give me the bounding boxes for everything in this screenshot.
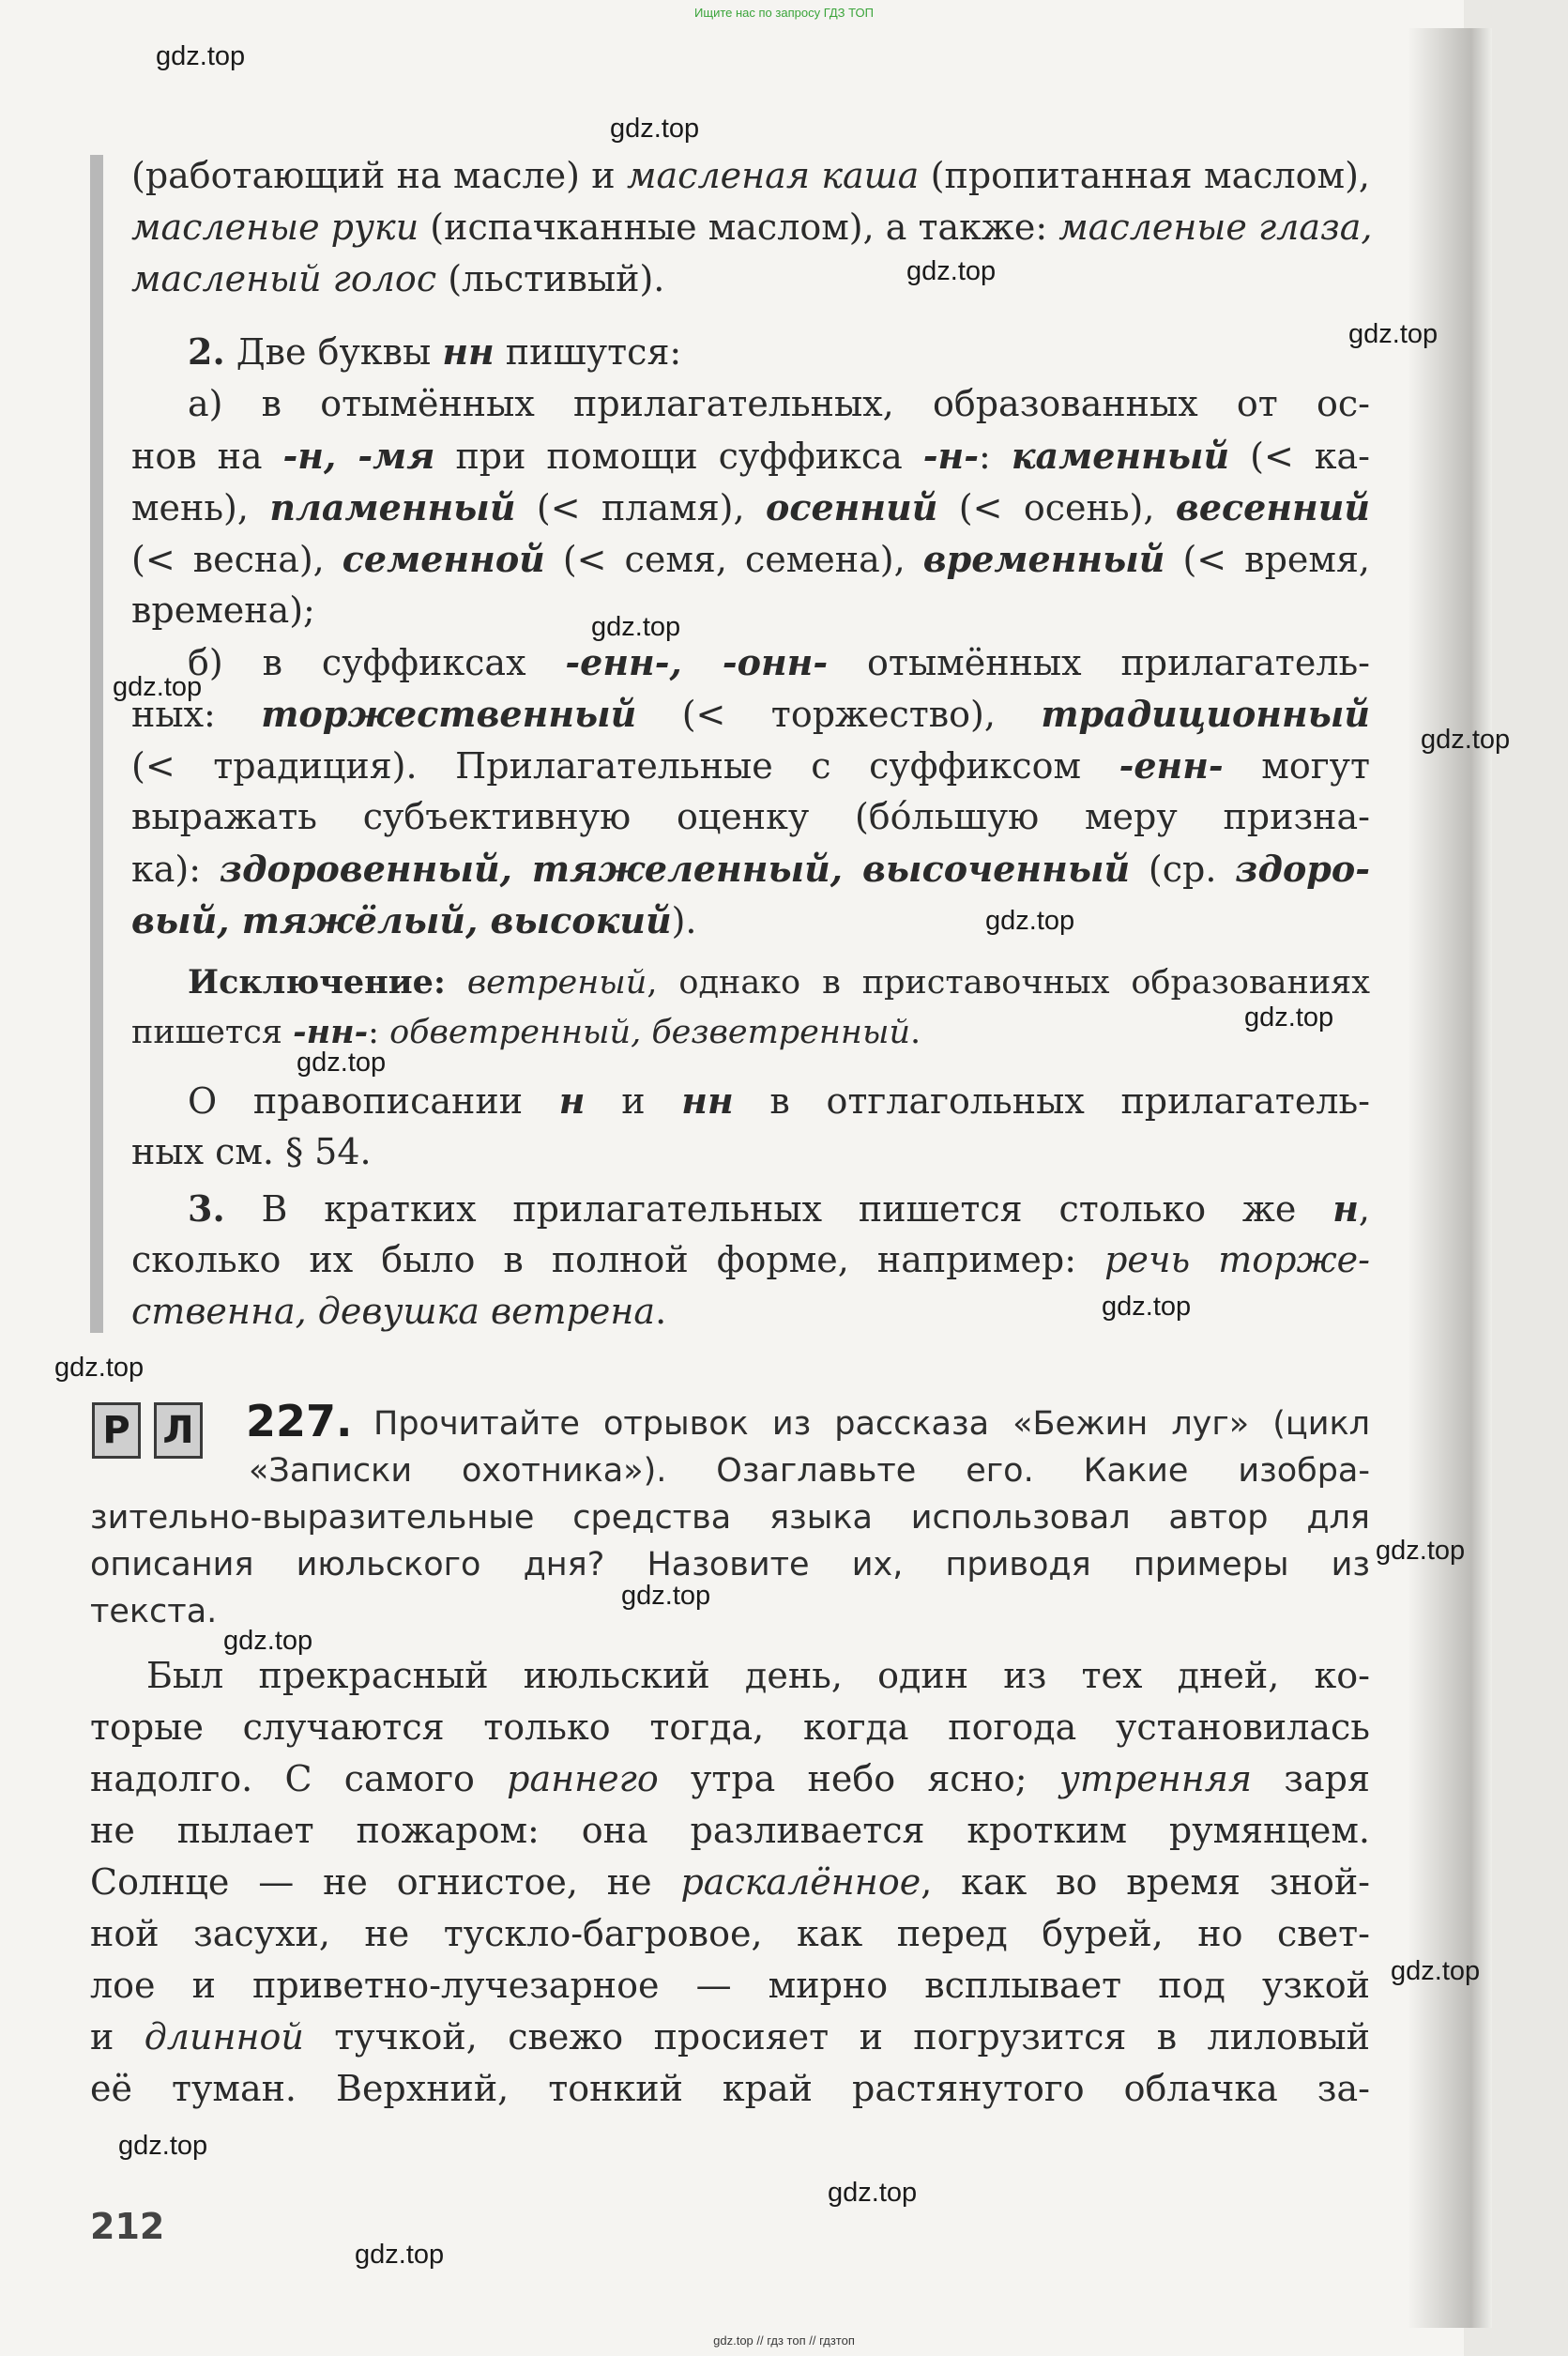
- watermark: gdz.top: [297, 1048, 387, 1078]
- watermark: gdz.top: [1102, 1292, 1192, 1322]
- rule-line: вый, тяжёлый, высокий).: [131, 899, 697, 941]
- rule-line: выражать субъективную оценку (бóльшую меру призна-: [131, 796, 1370, 837]
- passage-line: и длинной тучкой, свежо просияет и погрузится в лиловый: [90, 2016, 1371, 2058]
- rule-line: сколько их было в полной форме, например: речь торже-: [131, 1239, 1371, 1280]
- watermark: gdz.top: [621, 1581, 711, 1611]
- exercise-task: зительно-выразительные средства языка использовал автор для: [90, 1499, 1370, 1537]
- rule-line: ных: торжественный (< торжество), традиционный: [131, 693, 1370, 735]
- passage-line: Солнце — не огнистое, не раскалённое, как во время зной-: [90, 1861, 1370, 1903]
- exception-note: Исключение: ветреный, однако в приставочных образованиях: [188, 963, 1370, 1002]
- badge-r: Р: [92, 1402, 141, 1459]
- watermark: gdz.top: [985, 906, 1075, 936]
- passage-line: не пылает пожаром: она разливается кротким румянцем.: [90, 1810, 1370, 1851]
- exercise-number: 227.: [246, 1396, 353, 1446]
- exercise-task: текста.: [90, 1593, 218, 1630]
- rule-line: (< традиция). Прилагательные с суффиксом -енн- могут: [131, 744, 1370, 787]
- passage-line: торые случаются только тогда, когда погода установилась: [90, 1706, 1370, 1748]
- rule-line: ка): здоровенный, тяжеленный, высоченный (ср. здоро-: [131, 848, 1370, 890]
- watermark: gdz.top: [223, 1626, 313, 1656]
- passage-line: надолго. С самого раннего утра небо ясно; утренняя заря: [90, 1758, 1370, 1799]
- passage-line: её туман. Верхний, тонкий край растянутого облачка за-: [90, 2068, 1370, 2109]
- watermark: gdz.top: [1376, 1536, 1466, 1566]
- badge-l: Л: [154, 1402, 203, 1459]
- watermark: gdz.top: [1421, 725, 1511, 755]
- rule-line: времена);: [131, 589, 315, 631]
- exercise-task: «Записки охотника»). Озаглавьте его. Какие изобра-: [249, 1452, 1370, 1490]
- watermark: gdz.top: [355, 2240, 445, 2270]
- rule-line: масленый голос (льстивый).: [131, 258, 665, 299]
- rule-line: масленые руки (испачканные маслом), а также: масленые глаза,: [131, 207, 1373, 248]
- watermark: gdz.top: [118, 2131, 208, 2161]
- rule-line: ственна, девушка ветрена.: [131, 1291, 667, 1332]
- rule-line: (работающий на масле) и масленая каша (пропитанная маслом),: [131, 155, 1370, 196]
- passage-line: ной засухи, не тускло-багровое, как перед бурей, но свет-: [90, 1913, 1370, 1954]
- exercise-task: описания июльского дня? Назовите их, приводя примеры из: [90, 1546, 1370, 1583]
- watermark: gdz.top: [1348, 319, 1439, 349]
- passage-line: Был прекрасный июльский день, один из тех дней, ко-: [146, 1655, 1370, 1696]
- rule-line: О правописании н и нн в отглагольных прилагатель-: [188, 1079, 1370, 1122]
- exercise-task: Прочитайте отрывок из рассказа «Бежин луг» (цикл: [373, 1405, 1370, 1443]
- rule-line: мень), пламенный (< пламя), осенний (< осень), весенний: [131, 486, 1370, 528]
- watermark: gdz.top: [156, 41, 246, 71]
- rule-point-2: 2. Две буквы нн пишутся:: [188, 330, 682, 373]
- rule-line: б) в суффиксах -енн-, -онн- отымённых прилагатель-: [188, 641, 1370, 683]
- watermark: gdz.top: [113, 672, 203, 702]
- exception-note: пишется -нн-: обветренный, безветренный.: [131, 1013, 921, 1051]
- watermark: gdz.top: [828, 2178, 918, 2208]
- watermark: gdz.top: [906, 256, 997, 286]
- rule-point-3: 3. В кратких прилагательных пишется столько же н,: [188, 1187, 1370, 1230]
- passage-line: лое и приветно-лучезарное — мирно всплывает под узкой: [90, 1965, 1370, 2006]
- rule-line: (< весна), семенной (< семя, семена), временный (< время,: [131, 538, 1370, 580]
- rule-line: а) в отымённых прилагательных, образованных от ос-: [188, 383, 1370, 424]
- rule-line: нов на -н, -мя при помощи суффикса -н-: каменный (< ка-: [131, 435, 1370, 477]
- rule-line: ных см. § 54.: [131, 1131, 372, 1172]
- watermark: gdz.top: [1391, 1956, 1481, 1986]
- watermark: gdz.top: [54, 1353, 145, 1383]
- page-number: 212: [90, 2206, 165, 2247]
- header-link[interactable]: Ищите нас по запросу ГДЗ ТОП: [694, 6, 874, 20]
- watermark: gdz.top: [1244, 1002, 1334, 1033]
- footer-link[interactable]: gdz.top // гдз топ // гдзтоп: [713, 2333, 855, 2348]
- watermark: gdz.top: [591, 612, 681, 642]
- watermark: gdz.top: [610, 114, 700, 144]
